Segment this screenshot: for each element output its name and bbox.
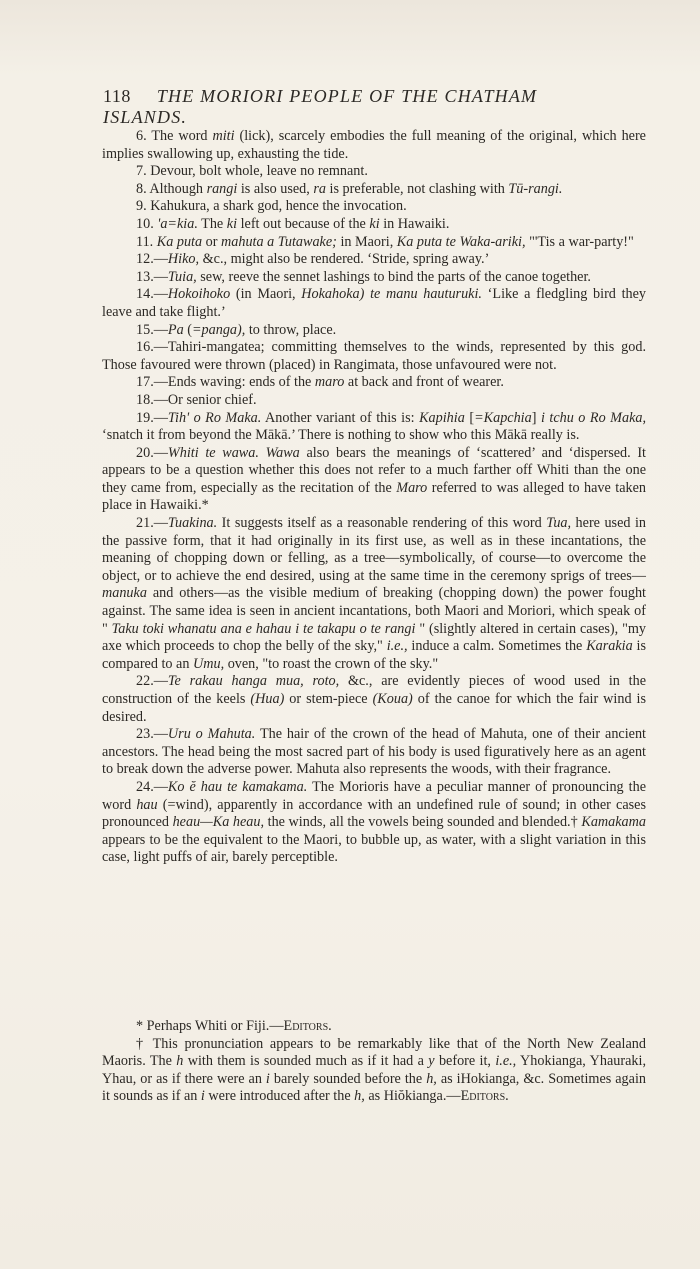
text-run: in Maori, bbox=[336, 233, 397, 250]
text-run: The bbox=[197, 215, 227, 232]
text-run: sew, reeve the sennet lashings to bind the parts of the canoe together. bbox=[196, 268, 591, 285]
text-run: =Kapchia bbox=[474, 409, 532, 426]
text-run: =panga), bbox=[191, 321, 246, 338]
text-run: i bbox=[200, 1088, 205, 1105]
text-run: h bbox=[176, 1053, 184, 1070]
text-run: miti bbox=[212, 128, 235, 144]
text-run: also bears the meanings of ‘scattered’ and ‘dispersed. It appears to be a question whether this does not refer to a much farther off Whiti than the one they came from, especially as the recitation of the bbox=[102, 444, 647, 496]
text-run: hau bbox=[136, 796, 158, 813]
text-run: Uru o Mahuta. bbox=[167, 726, 256, 743]
text-run: oven, "to roast the crown of the sky." bbox=[224, 655, 439, 672]
text-run: 15.— bbox=[136, 321, 168, 338]
text-run: Umu, bbox=[193, 655, 225, 672]
text-run: Tua, bbox=[546, 515, 572, 532]
note-n18 bbox=[102, 392, 646, 410]
footnote-fn2 bbox=[102, 1036, 646, 1106]
text-run: heau—Ka heau, bbox=[172, 814, 265, 831]
text-run: 17.—Ends waving: ends of the bbox=[136, 374, 315, 391]
text-run: (in Maori, bbox=[230, 286, 302, 303]
page-number: 118 bbox=[103, 86, 131, 106]
text-run: and others—as the visible medium of breaking (chopping down) the power fought against. The same idea is seen in ancient incantations, both Maori and Moriori, which speak of " bbox=[102, 585, 646, 637]
notes-body bbox=[102, 128, 646, 867]
text-run: i tchu o Ro Maka, bbox=[540, 409, 647, 426]
note-n15 bbox=[102, 322, 646, 340]
text-run: 23.— bbox=[136, 726, 168, 743]
text-run: † This pronunciation appears to be remarkably like that of the North New Zealand Maoris. The bbox=[102, 1035, 646, 1070]
text-run: 6. The word bbox=[136, 128, 213, 144]
note-n20 bbox=[102, 445, 646, 515]
text-run: Kamakama bbox=[581, 814, 646, 831]
text-run: Taku toki whanatu ana e hahau i te takapu o te rangi bbox=[111, 620, 416, 637]
text-run: is preferable, not clashing with bbox=[326, 180, 509, 197]
text-run: (Koua) bbox=[372, 691, 413, 707]
text-run: i bbox=[265, 1070, 270, 1087]
text-run: or bbox=[202, 233, 222, 250]
text-run: Kapihia bbox=[419, 409, 465, 426]
note-n6 bbox=[102, 128, 646, 163]
text-run: referred to was alleged to have taken place in Hawaiki.* bbox=[102, 479, 646, 514]
text-run: Hiko, bbox=[167, 251, 200, 268]
text-run: "'Tis a war-party!" bbox=[525, 233, 634, 250]
note-n22 bbox=[102, 673, 646, 726]
text-run: 20.— bbox=[136, 444, 168, 461]
note-n16 bbox=[102, 339, 646, 374]
text-run: as Hiŏkianga.— bbox=[364, 1088, 461, 1105]
text-run: Editors. bbox=[460, 1088, 509, 1105]
note-n11 bbox=[102, 234, 646, 252]
text-run: The Morioris have a peculiar manner of pronouncing the word bbox=[102, 778, 646, 813]
text-run: mahuta a Tutawake; bbox=[221, 233, 337, 250]
text-run: 22.— bbox=[136, 673, 168, 690]
text-run: 7. Devour, bolt whole, leave no remnant. bbox=[136, 163, 368, 180]
text-run: h, bbox=[354, 1088, 365, 1105]
text-run: appears to be the equivalent to the Maori, to bubble up, as water, with a slight variation in this case, light puffs of air, barely perceptible. bbox=[102, 831, 646, 866]
text-run: Yhokianga, Yhauraki, Yhau, or as if there were an bbox=[102, 1053, 647, 1087]
running-header bbox=[103, 86, 623, 128]
footnotes bbox=[102, 1018, 646, 1106]
text-run: ‘snatch it from beyond the Mākā.’ There is nothing to show who this Mākā really is. bbox=[102, 427, 580, 444]
text-run: were introduced after the bbox=[204, 1088, 355, 1105]
text-run bbox=[259, 445, 266, 461]
text-run: ra bbox=[313, 180, 326, 197]
text-run: 18.—Or senior chief. bbox=[136, 391, 257, 408]
text-run: 13.— bbox=[136, 268, 168, 285]
note-n24 bbox=[102, 779, 646, 867]
text-run: here used in the passive form, that it had originally in its first use, as well as in these incantations, the meaning of chopping down or felling, as a tree—symbolically, of course—to overcome the object, or to achieve the end desired, using at the same time in the ceremony sprigs of trees— bbox=[102, 515, 646, 584]
text-run: manuka bbox=[102, 585, 147, 602]
text-run: ki bbox=[369, 215, 380, 232]
text-run: te manu hauturuki. bbox=[370, 286, 482, 303]
note-n14 bbox=[102, 286, 646, 321]
text-run: ] bbox=[531, 409, 541, 426]
text-run: Hokahoka) bbox=[301, 286, 365, 303]
text-run: Wawa bbox=[265, 444, 300, 461]
text-run: * Perhaps Whiti or Fiji.— bbox=[136, 1018, 284, 1034]
text-run: barely sounded before the bbox=[269, 1070, 427, 1087]
text-run: is compared to an bbox=[102, 638, 646, 672]
text-run: with them is sounded much as if it had a bbox=[183, 1053, 429, 1070]
text-run: 19.— bbox=[136, 409, 168, 426]
text-run: ( bbox=[183, 321, 192, 338]
note-n7 bbox=[102, 163, 646, 181]
note-n21 bbox=[102, 515, 646, 673]
text-run: 8. Although bbox=[136, 180, 207, 197]
text-run: It suggests itself as a reasonable rendering of this word bbox=[217, 515, 547, 532]
text-run: maro bbox=[314, 374, 345, 391]
text-run: 14.— bbox=[136, 286, 168, 303]
text-run: 21.— bbox=[136, 515, 168, 532]
text-run: 'a=kia. bbox=[157, 215, 198, 232]
text-run: (lick), scarcely embodies the full meaning of the original, which here implies swallowing up, exhausting the tide. bbox=[102, 128, 646, 162]
text-run: 16.—Tahiri-mangatea; committing themselves to the winds, represented by this god. Those favoured were thrown (placed) in Rangimata, those unfavoured were not. bbox=[102, 339, 646, 373]
text-run: &c., are evidently pieces of wood used in the construction of the keels bbox=[102, 673, 646, 707]
text-run: rangi bbox=[206, 180, 238, 197]
note-n8 bbox=[102, 181, 646, 199]
note-n13 bbox=[102, 269, 646, 287]
text-run: The hair of the crown of the head of Mahuta, one of their ancient ancestors. The head being the most sacred part of his body is used figuratively here as an agent to break down the adverse power. Mahuta also represents the woods, with their fragrance. bbox=[102, 726, 646, 778]
note-n23 bbox=[102, 726, 646, 779]
footnote-fn1 bbox=[102, 1018, 646, 1036]
text-run: Pa bbox=[167, 321, 184, 338]
text-run: " (slightly altered in certain cases), "my axe which proceeds to chop the belly of the sky," bbox=[102, 620, 646, 655]
text-run: induce a calm. Sometimes the bbox=[407, 638, 587, 655]
text-run: or stem-piece bbox=[284, 691, 373, 707]
text-run: is also used, bbox=[237, 180, 314, 197]
text-run: Maro bbox=[396, 479, 428, 496]
text-run: i.e., bbox=[495, 1053, 517, 1070]
note-n9 bbox=[102, 198, 646, 216]
text-run: as iHokianga, &c. Sometimes again it sounds as if an bbox=[102, 1070, 646, 1105]
text-run: Te rakau hanga mua, roto, bbox=[167, 673, 340, 690]
running-title: THE MORIORI PEOPLE OF THE CHATHAM ISLANDS. bbox=[103, 86, 538, 127]
text-run: 9. Kahukura, a shark god, hence the invocation. bbox=[136, 198, 407, 215]
text-run: before it, bbox=[434, 1053, 496, 1070]
text-run: i.e., bbox=[386, 638, 408, 655]
note-n19 bbox=[102, 410, 646, 445]
text-run: ‘Like a fledgling bird they leave and take flight.’ bbox=[102, 286, 647, 320]
note-n10 bbox=[102, 216, 646, 234]
text-run: Karakia bbox=[586, 638, 633, 655]
text-run: Ka puta te Waka-ariki, bbox=[396, 233, 526, 250]
text-run: left out because of the bbox=[237, 215, 370, 232]
text-run: of the canoe for which the fair wind is desired. bbox=[102, 691, 647, 725]
text-run: y bbox=[428, 1053, 435, 1070]
text-run: to throw, place. bbox=[245, 321, 337, 338]
note-n17 bbox=[102, 374, 646, 392]
text-run: Ka puta bbox=[156, 233, 203, 250]
text-run: Tuia, bbox=[167, 268, 197, 285]
note-n12 bbox=[102, 251, 646, 269]
text-run: Tū-rangi. bbox=[508, 180, 563, 197]
text-run: (=wind), apparently in accordance with an undefined rule of sound; in other cases pronounced bbox=[102, 796, 646, 831]
text-run: (Hua) bbox=[250, 691, 285, 707]
text-run: Ko ĕ hau te kamakama. bbox=[167, 778, 308, 795]
text-run: Another variant of this is: bbox=[261, 409, 420, 426]
text-run: &c., might also be rendered. ‘Stride, spring away.’ bbox=[199, 251, 490, 268]
text-run: Editors. bbox=[283, 1018, 332, 1034]
text-run: the winds, all the vowels being sounded and blended.† bbox=[264, 814, 582, 831]
text-run: [ bbox=[464, 409, 475, 426]
text-run: 12.— bbox=[136, 251, 168, 268]
text-run: h, bbox=[426, 1070, 437, 1087]
text-run: in Hawaiki. bbox=[379, 215, 450, 232]
text-run: Whiti te wawa. bbox=[167, 444, 259, 461]
text-run: at back and front of wearer. bbox=[344, 374, 504, 391]
text-run: Hokoihoko bbox=[167, 286, 231, 303]
text-run: Tih' o Ro Maka. bbox=[167, 409, 262, 426]
text-run: ki bbox=[226, 215, 238, 232]
text-run: 10. bbox=[136, 215, 158, 232]
text-run: 11. bbox=[136, 233, 157, 250]
text-run: 24.— bbox=[136, 778, 168, 795]
text-run: Tuakina. bbox=[167, 515, 218, 532]
